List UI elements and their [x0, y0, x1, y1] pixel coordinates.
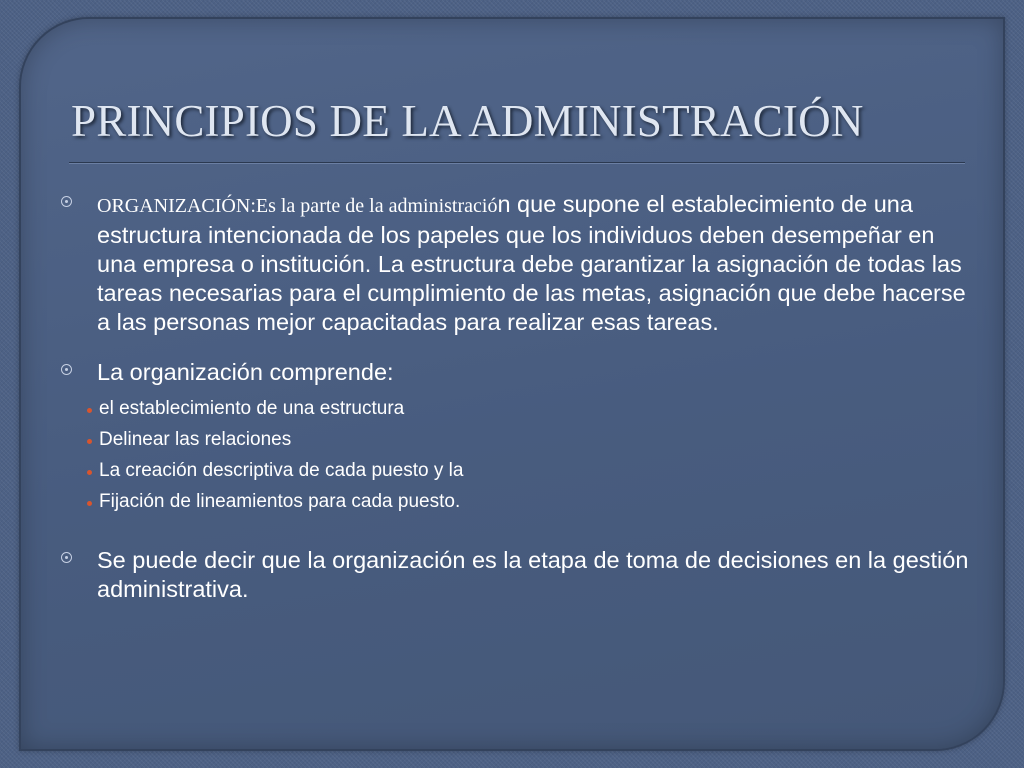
sub-bullet-item	[61, 393, 971, 424]
sub-bullet-text: el establecimiento de una estructura	[99, 398, 405, 419]
bullet-conclusion	[61, 546, 971, 604]
title-divider	[69, 162, 965, 164]
slide-content	[61, 190, 971, 604]
sub-bullet-item	[61, 424, 971, 455]
dot-icon	[87, 408, 92, 413]
bullet-comprende	[61, 358, 971, 387]
dot-icon	[87, 470, 92, 475]
sub-bullet-item	[61, 486, 971, 517]
sub-bullet-text: Fijación de lineamientos para cada puesto.	[99, 491, 461, 512]
dot-icon	[87, 439, 92, 444]
bullet-organizacion	[61, 190, 971, 337]
bullet-text: La organización comprende:	[97, 359, 394, 385]
circle-dot-icon	[61, 552, 72, 563]
sub-bullet-item	[61, 455, 971, 486]
bullet-lead-text: ORGANIZACIÓN:Es la parte de la administració	[97, 195, 498, 217]
circle-dot-icon	[61, 196, 72, 207]
dot-icon	[87, 501, 92, 506]
circle-dot-icon	[61, 364, 72, 375]
slide-frame	[19, 17, 1005, 751]
sub-bullet-text: Delinear las relaciones	[99, 429, 292, 450]
slide-title: PRINCIPIOS DE LA ADMINISTRACIÓN	[71, 96, 864, 146]
sub-bullet-text: La creación descriptiva de cada puesto y la	[99, 460, 464, 481]
sub-bullet-list	[61, 393, 971, 517]
bullet-text: n que supone el establecimiento de una estructura intencionada de los papeles que los individuos deben desempeñar en una empresa o institución. La estructura debe garantizar la asignación de todas las tareas necesarias para el cumplimiento de las metas, asignación que debe hacerse a las personas mejor capacitadas para realizar esas tareas.	[97, 191, 966, 335]
bullet-text: Se puede decir que la organización es la etapa de toma de decisiones en la gestión administrativa.	[97, 547, 969, 602]
